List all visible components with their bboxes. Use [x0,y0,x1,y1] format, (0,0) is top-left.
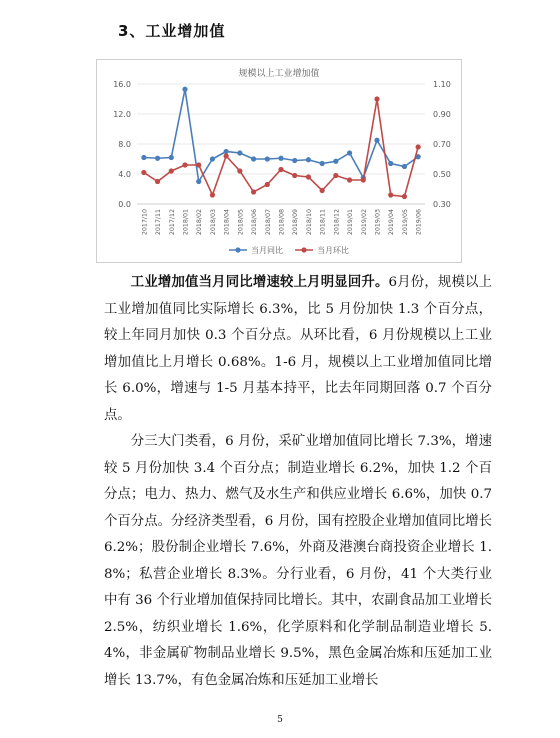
legend-marker [301,247,306,252]
data-point [374,96,379,101]
data-point [333,159,338,164]
data-point [196,179,201,184]
data-point [388,192,393,197]
x-tick-label: 2019/04 [388,209,396,236]
paragraph-lead: 工业增加值当月同比增速较上月明显回升。 [130,275,389,290]
data-point [251,156,256,161]
x-tick-label: 2018/04 [223,209,231,236]
data-point [347,150,352,155]
page-number: 5 [277,715,283,725]
data-point [388,161,393,166]
data-point [237,150,242,155]
x-tick-label: 2017/12 [168,209,176,236]
x-tick-label: 2018/10 [305,209,313,236]
x-tick-label: 2017/11 [155,209,163,236]
data-point [182,162,187,167]
data-point [306,157,311,162]
legend-label: 当月同比 [251,246,283,255]
left-tick-label: 16.0 [113,80,131,89]
x-tick-label: 2017/10 [141,209,149,236]
data-point [237,168,242,173]
data-point [278,156,283,161]
data-point [141,155,146,160]
x-tick-label: 2018/05 [237,209,245,236]
legend-label: 当月环比 [317,246,349,255]
right-tick-label: 0.30 [433,200,451,209]
x-tick-label: 2018/03 [209,209,217,236]
data-point [292,173,297,178]
data-point [169,168,174,173]
data-point [251,189,256,194]
data-point [374,138,379,143]
data-point [224,153,229,158]
data-point [224,149,229,154]
data-point [265,156,270,161]
right-tick-label: 1.10 [433,80,451,89]
data-point [333,173,338,178]
data-point [347,177,352,182]
left-tick-label: 4.0 [118,170,131,179]
data-point [155,179,160,184]
data-point [320,161,325,166]
left-tick-label: 0.0 [118,200,131,209]
chart-svg [97,60,461,262]
data-point [416,144,421,149]
industrial-value-added-chart [96,59,462,263]
x-tick-label: 2018/12 [333,209,341,236]
x-tick-label: 2019/01 [347,208,355,236]
left-tick-label: 12.0 [113,110,131,119]
data-point [141,170,146,175]
chart-title: 规模以上工业增加值 [238,69,320,79]
right-tick-label: 0.50 [433,170,451,179]
data-point [278,167,283,172]
x-tick-label: 2018/08 [278,209,286,236]
data-point [155,156,160,161]
right-tick-label: 0.90 [433,110,451,119]
data-point [196,162,201,167]
x-tick-label: 2018/11 [319,209,327,236]
data-point [306,174,311,179]
x-tick-label: 2018/02 [196,209,204,236]
x-tick-label: 2018/09 [292,209,300,236]
right-tick-label: 0.70 [433,140,451,149]
left-tick-label: 8.0 [118,140,131,149]
data-point [210,156,215,161]
body-text [104,270,492,694]
x-tick-label: 2018/01 [182,209,190,236]
legend-marker [235,247,240,252]
x-tick-label: 2019/05 [401,209,409,236]
data-point [402,194,407,199]
data-point [292,158,297,163]
paragraph-1 [104,270,492,429]
data-point [320,188,325,193]
section-heading: 3、工业增加值 [118,22,226,40]
x-tick-label: 2019/06 [415,209,423,236]
data-point [169,155,174,160]
paragraph-2 [104,429,492,694]
x-tick-label: 2019/03 [374,209,382,236]
paragraph-text: 6月份，规模以上工业增加值同比实际增长 6.3%，比 5 月份加快 1.3 个百分点，较上年同月加快 0.3 个百分点。从环比看，6 月份规模以上工业增加值比上月增长 0.68%。1-6 月，规模以上工业增加值同比增长 6.0%，增速与 1-5 月基本持平，比去年同期回落 0.7 个百分点。 [104,275,493,423]
paragraph-text: 分三大门类看，6 月份，采矿业增加值同比增长 7.3%，增速较 5 月份加快 3.4 个百分点；制造业增长 6.2%，加快 1.2 个百分点；电力、热力、燃气及水生产和供应业增长 6.6%，加快 0.7 个百分点。分经济类型看，6 月份，国有控股企业增加值同比增长 6.2%；股份制企业增长 7.6%，外商及港澳台商投资企业增长 1.8%；私营企业增长 8.3%。分行业看，6 月份，41 个大类行业中有 36 个行业增加值保持同比增长。其中，农副食品加工业增长 2.5%，纺织业增长 1.6%，化学原料和化学制品制造业增长 5.4%，非金属矿物制品业增长 9.5%，黑色金属冶炼和压延加工业增长 13.7%，有色金属冶炼和压延加工业增长 [104,434,492,688]
data-point [182,87,187,92]
data-point [265,182,270,187]
data-point [210,192,215,197]
data-point [361,177,366,182]
x-tick-label: 2018/07 [264,209,272,236]
data-point [402,164,407,169]
x-tick-label: 2019/02 [360,209,368,236]
x-tick-label: 2018/06 [251,209,259,236]
